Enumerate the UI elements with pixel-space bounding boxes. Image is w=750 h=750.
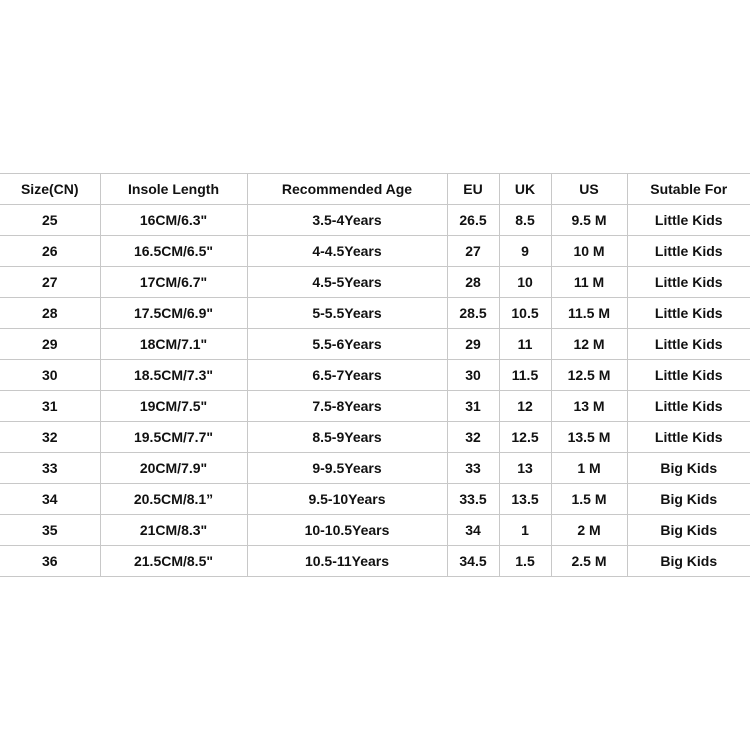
cell-recommended-age: 9.5-10Years xyxy=(247,484,447,515)
cell-suitable-for: Little Kids xyxy=(627,391,750,422)
cell-us: 1.5 M xyxy=(551,484,627,515)
table-row xyxy=(0,298,750,329)
cell-us: 2 M xyxy=(551,515,627,546)
cell-uk: 8.5 xyxy=(499,205,551,236)
cell-size-cn: 34 xyxy=(0,484,100,515)
cell-recommended-age: 4-4.5Years xyxy=(247,236,447,267)
column-header-size-cn: Size(CN) xyxy=(0,174,100,205)
cell-eu: 28 xyxy=(447,267,499,298)
column-header-uk: UK xyxy=(499,174,551,205)
cell-eu: 34.5 xyxy=(447,546,499,577)
cell-us: 11.5 M xyxy=(551,298,627,329)
cell-uk: 11.5 xyxy=(499,360,551,391)
cell-eu: 26.5 xyxy=(447,205,499,236)
size-chart-header xyxy=(0,174,750,205)
cell-size-cn: 33 xyxy=(0,453,100,484)
column-header-insole-length: Insole Length xyxy=(100,174,247,205)
table-row xyxy=(0,329,750,360)
header-row xyxy=(0,174,750,205)
cell-uk: 11 xyxy=(499,329,551,360)
cell-suitable-for: Little Kids xyxy=(627,298,750,329)
table-row xyxy=(0,236,750,267)
cell-insole-length: 19.5CM/7.7" xyxy=(100,422,247,453)
cell-size-cn: 29 xyxy=(0,329,100,360)
cell-insole-length: 17.5CM/6.9" xyxy=(100,298,247,329)
cell-insole-length: 21.5CM/8.5" xyxy=(100,546,247,577)
cell-insole-length: 16.5CM/6.5" xyxy=(100,236,247,267)
cell-insole-length: 18CM/7.1" xyxy=(100,329,247,360)
cell-suitable-for: Little Kids xyxy=(627,205,750,236)
size-chart-table xyxy=(0,173,750,577)
table-row xyxy=(0,391,750,422)
size-chart-body xyxy=(0,205,750,577)
cell-size-cn: 25 xyxy=(0,205,100,236)
cell-size-cn: 36 xyxy=(0,546,100,577)
column-header-eu: EU xyxy=(447,174,499,205)
cell-uk: 12 xyxy=(499,391,551,422)
cell-suitable-for: Big Kids xyxy=(627,515,750,546)
cell-eu: 30 xyxy=(447,360,499,391)
cell-suitable-for: Little Kids xyxy=(627,360,750,391)
cell-eu: 29 xyxy=(447,329,499,360)
cell-us: 11 M xyxy=(551,267,627,298)
cell-recommended-age: 9-9.5Years xyxy=(247,453,447,484)
cell-eu: 31 xyxy=(447,391,499,422)
cell-recommended-age: 7.5-8Years xyxy=(247,391,447,422)
cell-recommended-age: 6.5-7Years xyxy=(247,360,447,391)
table-row xyxy=(0,422,750,453)
cell-recommended-age: 10.5-11Years xyxy=(247,546,447,577)
cell-uk: 10.5 xyxy=(499,298,551,329)
cell-eu: 27 xyxy=(447,236,499,267)
column-header-suitable-for: Sutable For xyxy=(627,174,750,205)
cell-us: 12.5 M xyxy=(551,360,627,391)
cell-suitable-for: Little Kids xyxy=(627,267,750,298)
cell-insole-length: 18.5CM/7.3" xyxy=(100,360,247,391)
cell-size-cn: 31 xyxy=(0,391,100,422)
cell-us: 12 M xyxy=(551,329,627,360)
table-row xyxy=(0,453,750,484)
table-row xyxy=(0,205,750,236)
cell-recommended-age: 8.5-9Years xyxy=(247,422,447,453)
cell-eu: 32 xyxy=(447,422,499,453)
cell-us: 1 M xyxy=(551,453,627,484)
cell-uk: 10 xyxy=(499,267,551,298)
cell-size-cn: 35 xyxy=(0,515,100,546)
column-header-recommended-age: Recommended Age xyxy=(247,174,447,205)
cell-us: 9.5 M xyxy=(551,205,627,236)
table-row xyxy=(0,515,750,546)
cell-us: 10 M xyxy=(551,236,627,267)
cell-recommended-age: 4.5-5Years xyxy=(247,267,447,298)
cell-suitable-for: Big Kids xyxy=(627,484,750,515)
table-row xyxy=(0,360,750,391)
column-header-us: US xyxy=(551,174,627,205)
cell-suitable-for: Little Kids xyxy=(627,236,750,267)
cell-insole-length: 17CM/6.7" xyxy=(100,267,247,298)
cell-size-cn: 28 xyxy=(0,298,100,329)
cell-insole-length: 20.5CM/8.1” xyxy=(100,484,247,515)
cell-uk: 1 xyxy=(499,515,551,546)
cell-recommended-age: 5-5.5Years xyxy=(247,298,447,329)
cell-size-cn: 27 xyxy=(0,267,100,298)
cell-insole-length: 21CM/8.3" xyxy=(100,515,247,546)
table-row xyxy=(0,267,750,298)
cell-us: 2.5 M xyxy=(551,546,627,577)
cell-size-cn: 30 xyxy=(0,360,100,391)
cell-suitable-for: Big Kids xyxy=(627,546,750,577)
cell-eu: 33.5 xyxy=(447,484,499,515)
cell-us: 13.5 M xyxy=(551,422,627,453)
cell-uk: 12.5 xyxy=(499,422,551,453)
cell-recommended-age: 10-10.5Years xyxy=(247,515,447,546)
cell-uk: 13 xyxy=(499,453,551,484)
cell-eu: 34 xyxy=(447,515,499,546)
cell-size-cn: 32 xyxy=(0,422,100,453)
cell-uk: 1.5 xyxy=(499,546,551,577)
cell-eu: 33 xyxy=(447,453,499,484)
cell-eu: 28.5 xyxy=(447,298,499,329)
cell-recommended-age: 3.5-4Years xyxy=(247,205,447,236)
cell-suitable-for: Little Kids xyxy=(627,329,750,360)
cell-suitable-for: Little Kids xyxy=(627,422,750,453)
cell-recommended-age: 5.5-6Years xyxy=(247,329,447,360)
cell-us: 13 M xyxy=(551,391,627,422)
cell-uk: 13.5 xyxy=(499,484,551,515)
cell-insole-length: 19CM/7.5" xyxy=(100,391,247,422)
cell-insole-length: 20CM/7.9" xyxy=(100,453,247,484)
cell-uk: 9 xyxy=(499,236,551,267)
cell-suitable-for: Big Kids xyxy=(627,453,750,484)
cell-insole-length: 16CM/6.3" xyxy=(100,205,247,236)
table-row xyxy=(0,546,750,577)
table-row xyxy=(0,484,750,515)
cell-size-cn: 26 xyxy=(0,236,100,267)
